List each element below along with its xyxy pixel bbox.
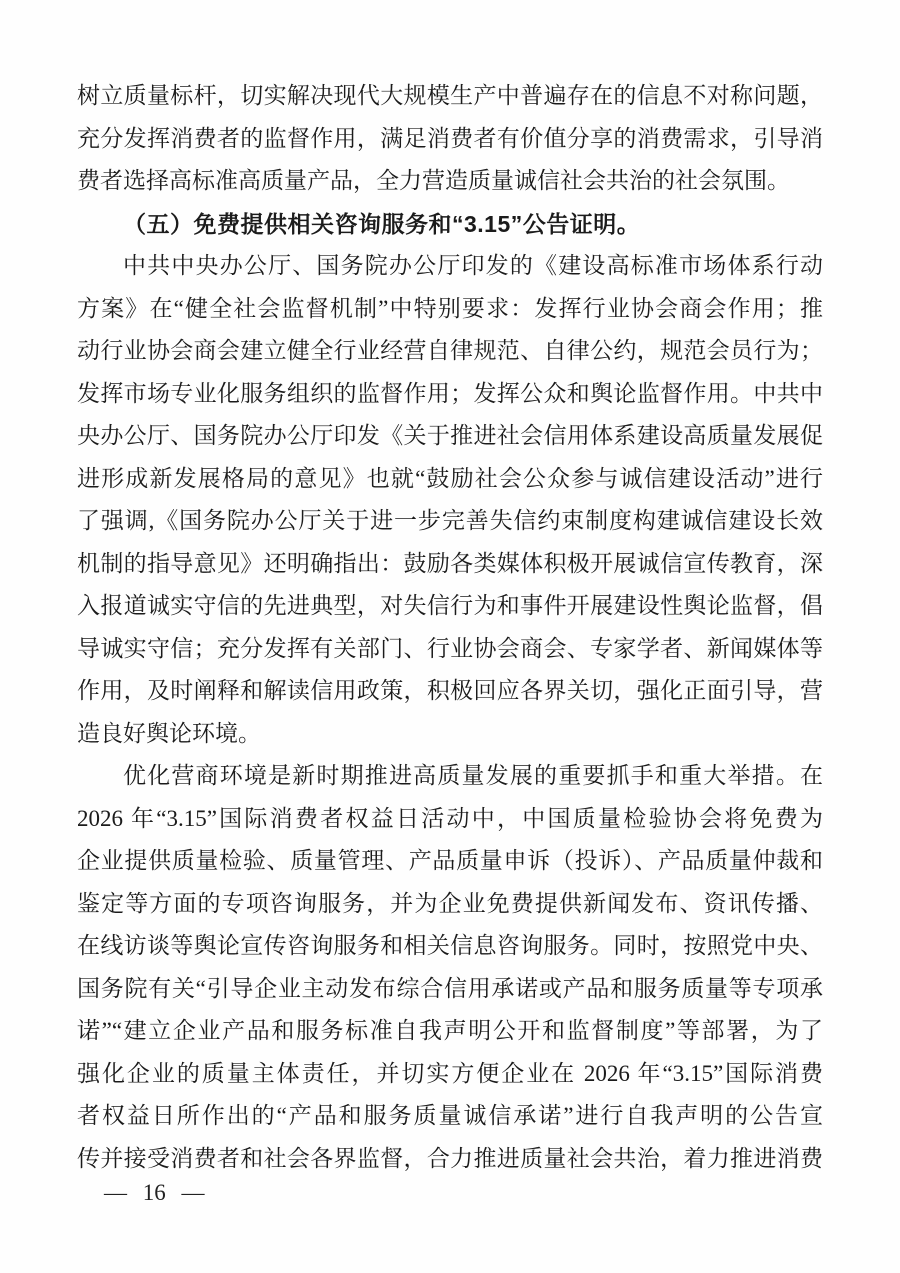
text-line: 造良好舆论环境。 bbox=[77, 720, 261, 746]
text-line: 者权益日所作出的“产品和服务质量诚信承诺”进行自我声明的公告宣 bbox=[77, 1103, 823, 1128]
text-line: 优化营商环境是新时期推进高质量发展的重要抓手和重大举措。在 bbox=[123, 763, 823, 788]
text-line: 了强调,《国务院办公厅关于进一步完善失信约束制度构建诚信建设长效 bbox=[77, 508, 823, 533]
text-line: 中共中央办公厅、国务院办公厅印发的《建设高标准市场体系行动 bbox=[123, 253, 823, 278]
text-line: 方案》在“健全社会监督机制”中特别要求：发挥行业协会商会作用；推 bbox=[77, 295, 823, 321]
section-heading: （五）免费提供相关咨询服务和“3.15”公告证明。 bbox=[123, 210, 641, 237]
text-line: 充分发挥消费者的监督作用，满足消费者有价值分享的消费需求，引导消 bbox=[77, 125, 823, 151]
text-line: 机制的指导意见》还明确指出：鼓励各类媒体积极开展诚信宣传教育，深 bbox=[77, 550, 823, 576]
text-line: 进形成新发展格局的意见》也就“鼓励社会公众参与诚信建设活动”进行 bbox=[77, 465, 823, 491]
text-line: 企业提供质量检验、质量管理、产品质量申诉（投诉）、产品质量仲裁和 bbox=[77, 848, 823, 873]
text-line: 国务院有关“引导企业主动发布综合信用承诺或产品和服务质量等专项承 bbox=[77, 975, 823, 1001]
text-line: 动行业协会商会建立健全行业经营自律规范、自律公约，规范会员行为； bbox=[77, 338, 823, 363]
page-number: — 16 — bbox=[104, 1180, 205, 1205]
text-line: 传并接受消费者和社会各界监督，合力推进质量社会共治，着力推进消费 bbox=[77, 1145, 823, 1171]
text-line: 诺”“建立企业产品和服务标准自我声明公开和监督制度”等部署，为了 bbox=[77, 1018, 823, 1043]
text-line: 央办公厅、国务院办公厅印发《关于推进社会信用体系建设高质量发展促 bbox=[77, 423, 823, 448]
text-line: 在线访谈等舆论宣传咨询服务和相关信息咨询服务。同时，按照党中央、 bbox=[77, 933, 823, 958]
page-body bbox=[77, 75, 823, 1180]
text-line: 鉴定等方面的专项咨询服务，并为企业免费提供新闻发布、资讯传播、 bbox=[77, 890, 823, 916]
text-line: 作用，及时阐释和解读信用政策，积极回应各界关切，强化正面引导，营 bbox=[77, 678, 823, 703]
text-line: 入报道诚实守信的先进典型，对失信行为和事件开展建设性舆论监督，倡 bbox=[77, 593, 823, 618]
text-line: 导诚实守信；充分发挥有关部门、行业协会商会、专家学者、新闻媒体等 bbox=[77, 635, 823, 661]
text-line: 2026 年“3.15”国际消费者权益日活动中，中国质量检验协会将免费为 bbox=[77, 805, 823, 831]
text-line: 发挥市场专业化服务组织的监督作用；发挥公众和舆论监督作用。中共中 bbox=[77, 380, 823, 406]
text-line: 费者选择高标准高质量产品，全力营造质量诚信社会共治的社会氛围。 bbox=[77, 168, 790, 193]
text-line: 树立质量标杆，切实解决现代大规模生产中普遍存在的信息不对称问题， bbox=[77, 83, 823, 108]
text-line: 强化企业的质量主体责任，并切实方便企业在 2026 年“3.15”国际消费 bbox=[77, 1060, 823, 1086]
